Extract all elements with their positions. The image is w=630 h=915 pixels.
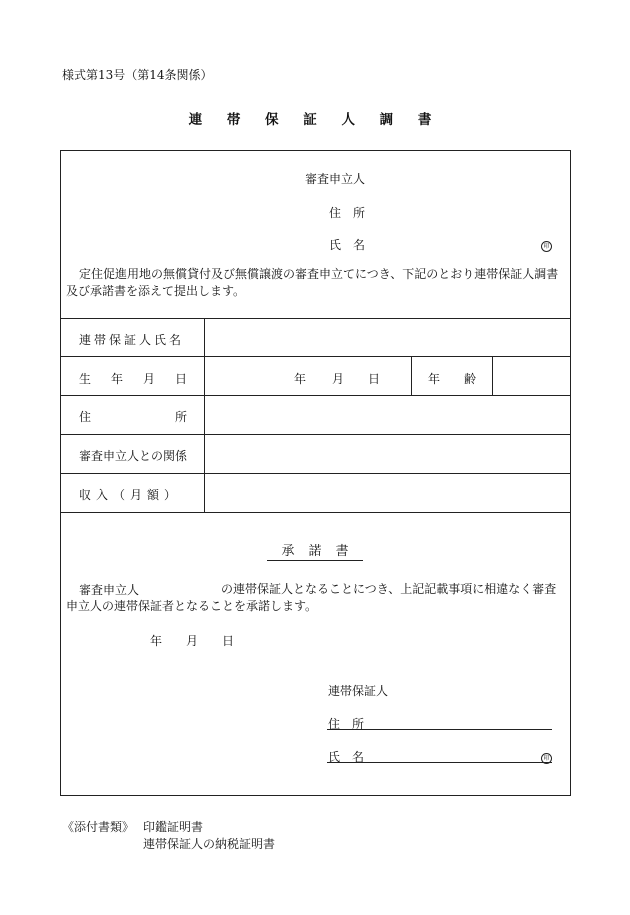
table-line — [60, 434, 571, 435]
table-line — [60, 473, 571, 474]
form-number: 様式第13号（第14条関係） — [62, 68, 213, 82]
table-line — [60, 395, 571, 396]
consent-heading: 承諾書 — [0, 540, 630, 561]
birth-month-unit: 月 — [332, 372, 345, 386]
seal-icon: 印 — [541, 241, 552, 252]
intro-text: 定住促進用地の無償貸付及び無償譲渡の審査申立てにつき、下記のとおり連帯保証人調書及び承諾書を添えて提出します。 — [66, 267, 559, 298]
table-line — [411, 356, 412, 395]
consent-applicant-label: 審査申立人 — [79, 583, 140, 597]
consent-text: の連帯保証人となることにつき、上記記載事項に相違なく審査申立人の連帯保証者となることを承諾します。 — [66, 582, 557, 613]
table-line — [60, 356, 571, 357]
table-line — [492, 356, 493, 395]
birth-day-unit: 日 — [368, 372, 381, 386]
consent-day-unit: 日 — [222, 634, 235, 648]
applicant-address-label: 住 所 — [329, 206, 366, 220]
attachment-item: 連帯保証人の納税証明書 — [143, 837, 276, 851]
consent-month-unit: 月 — [186, 634, 199, 648]
guarantor-label: 連帯保証人 — [328, 684, 389, 698]
row-label-guarantor-name: 連帯保証人氏名 — [79, 333, 185, 347]
page-title: 連 帯 保 証 人 調 書 — [188, 112, 442, 128]
attachments-label: 《添付書類》 — [62, 820, 135, 834]
guarantor-name-label: 氏 名 — [328, 750, 365, 764]
row-label-income: 収入（月額） — [79, 488, 182, 502]
address-underline — [327, 729, 552, 730]
applicant-name-label: 氏 名 — [329, 238, 366, 252]
seal-icon: 印 — [541, 753, 552, 764]
table-line — [60, 512, 571, 513]
name-underline — [327, 762, 552, 763]
consent-year-unit: 年 — [150, 634, 163, 648]
table-line — [204, 318, 205, 512]
row-label-address: 住 所 — [79, 410, 192, 424]
guarantor-address-label: 住 所 — [328, 717, 365, 731]
row-label-birth-date: 生 年 月 日 — [79, 372, 192, 386]
age-label: 年 齢 — [428, 372, 477, 386]
row-label-relationship: 審査申立人との関係 — [79, 449, 188, 463]
attachment-item: 印鑑証明書 — [143, 820, 204, 834]
table-line — [60, 318, 571, 319]
birth-year-unit: 年 — [294, 372, 307, 386]
applicant-label: 審査申立人 — [305, 172, 366, 186]
